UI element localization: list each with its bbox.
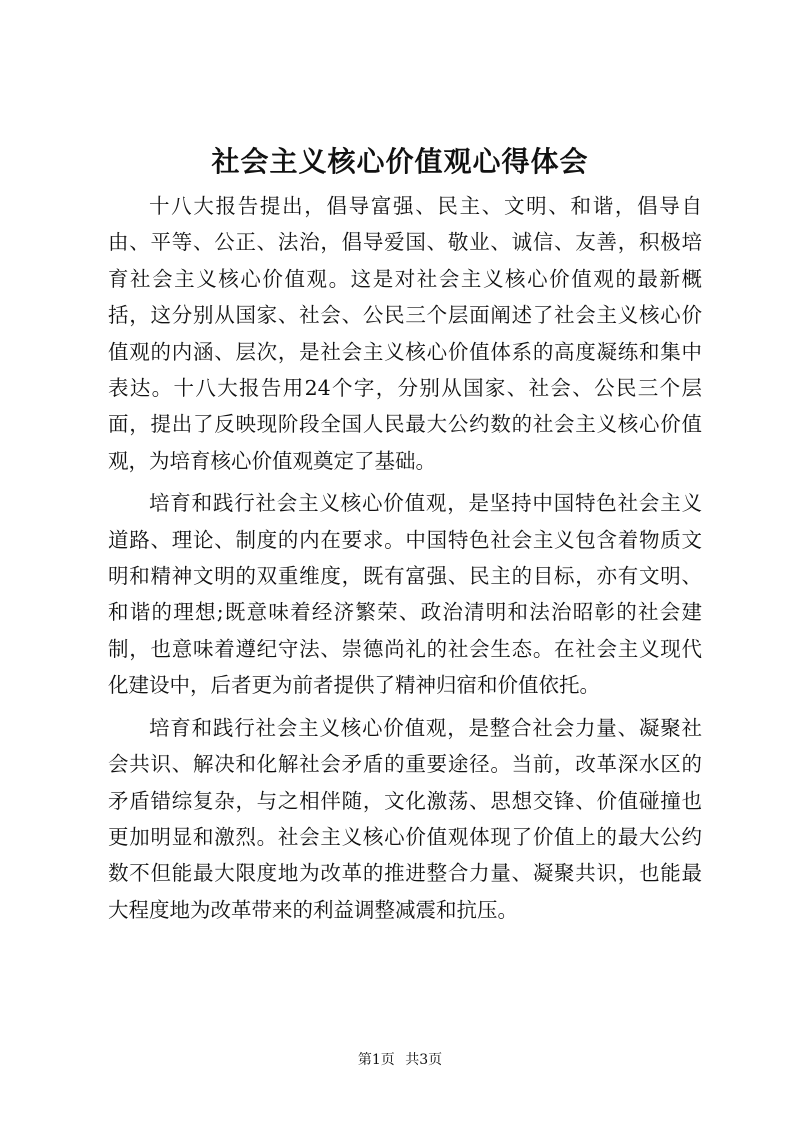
paragraph-2: 培育和践行社会主义核心价值观，是坚持中国特色社会主义道路、理论、制度的内在要求。中国特色社会主义包含着物质文明和精神文明的双重维度，既有富强、民主的目标，亦有文明、和谐的理想;既意味着经济繁荣、政治清明和法治昭彰的社会建制，也意味着遵纪守法、崇德尚礼的社会生态。在社会主义现代化建设中，后者更为前者提供了精神归宿和价值依托。 xyxy=(108,491,702,698)
document-body xyxy=(108,188,702,934)
document-title: 社会主义核心价值观心得体会 xyxy=(211,145,589,178)
paragraph-3: 培育和践行社会主义核心价值观，是整合社会力量、凝聚社会共识、解决和化解社会矛盾的重要途径。当前，改革深水区的矛盾错综复杂，与之相伴随，文化激荡、思想交锋、价值碰撞也更加明显和激烈。社会主义核心价值观体现了价值上的最大公约数不但能最大限度地为改革的推进整合力量、凝聚共识，也能最大程度地为改革带来的利益调整减震和抗压。 xyxy=(108,715,702,922)
page-total: 共3页 xyxy=(405,1052,443,1068)
page-footer xyxy=(0,1050,800,1070)
page-number: 第1页 xyxy=(357,1052,395,1068)
paragraph-1: 十八大报告提出，倡导富强、民主、文明、和谐，倡导自由、平等、公正、法治，倡导爱国、敬业、诚信、友善，积极培育社会主义核心价值观。这是对社会主义核心价值观的最新概括，这分别从国家、社会、公民三个层面阐述了社会主义核心价值观的内涵、层次，是社会主义核心价值体系的高度凝练和集中表达。十八大报告用24个字，分别从国家、社会、公民三个层面，提出了反映现阶段全国人民最大公约数的社会主义核心价值观，为培育核心价值观奠定了基础。 xyxy=(108,194,702,473)
